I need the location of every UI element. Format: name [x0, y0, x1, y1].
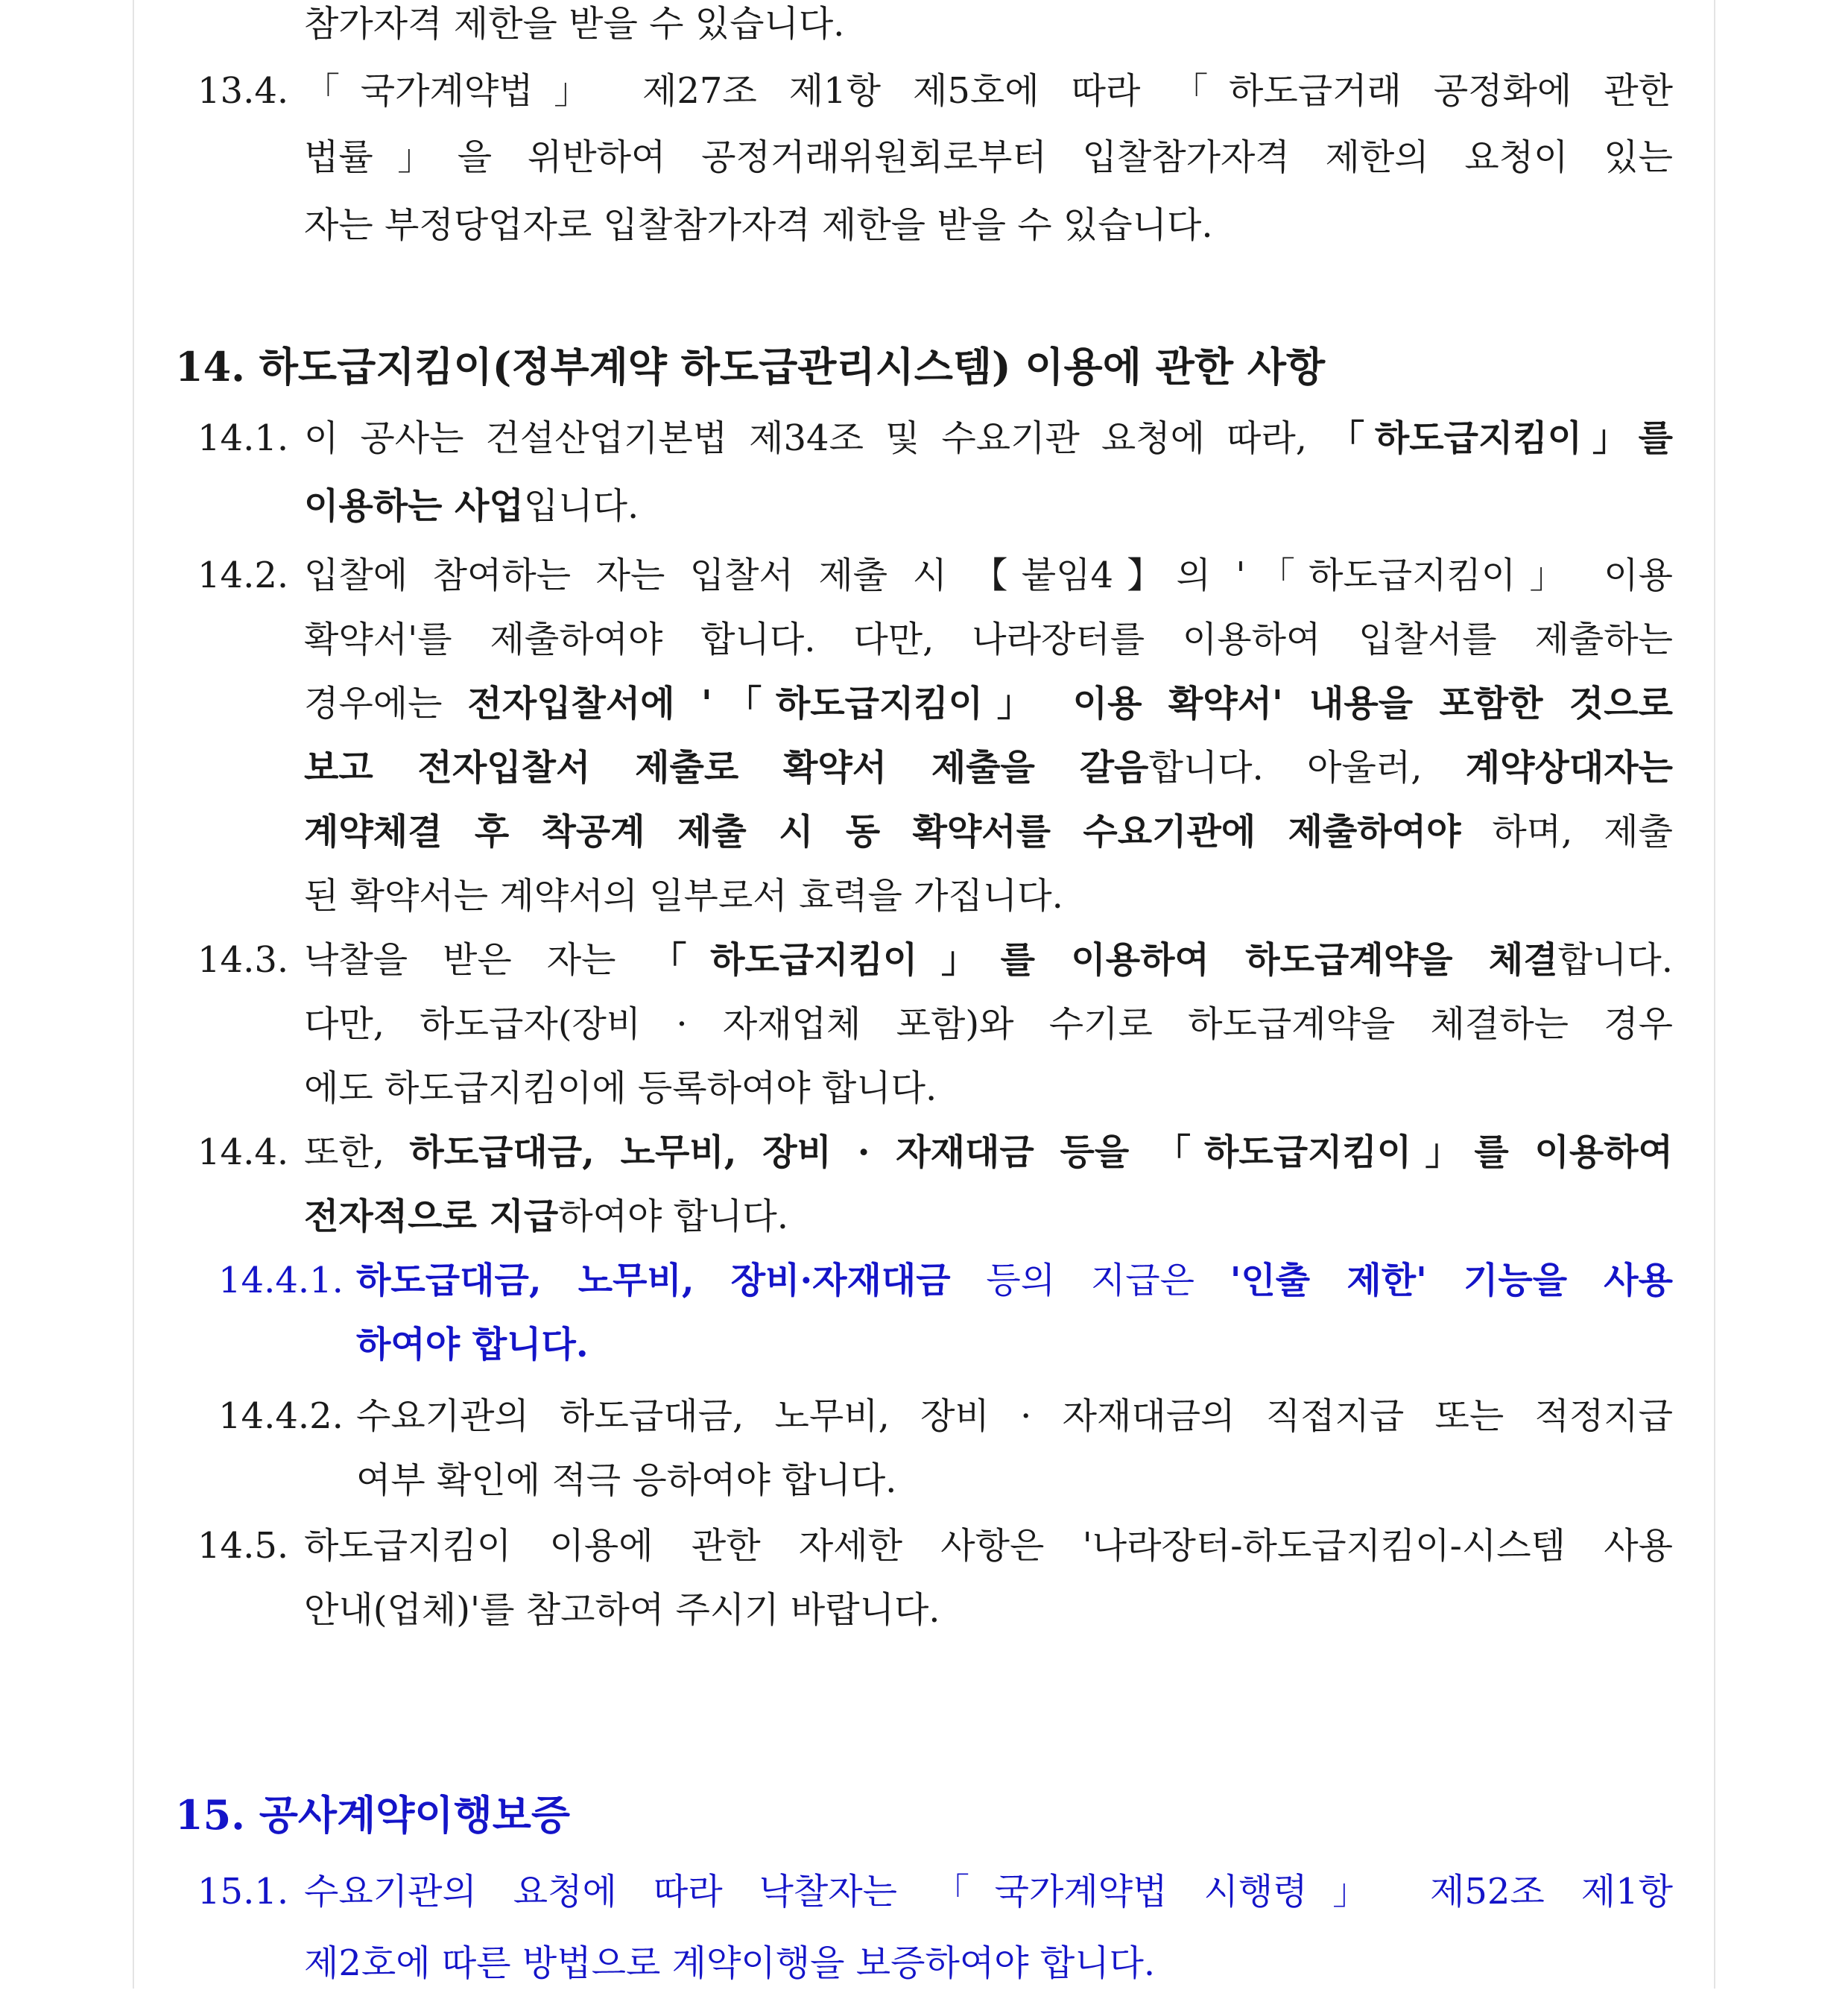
paragraph-line: [175, 671, 1673, 736]
paragraph-text: 자는 부정당업자로 입찰참가자격 제한을 받을 수 있습니다.: [304, 204, 1213, 246]
item-14-5-line: [175, 1513, 1673, 1579]
paragraph-text: 이 공사는 건설산업기본법 제34조 및 수요기관 요청에 따라, 「하도급지킴이」를: [304, 417, 1674, 459]
paragraph-text: 하여야 합니다.: [356, 1324, 589, 1365]
paragraph-text: 계약체결 후 착공계 제출 시 동 확약서를 수요기관에 제출하여야 하며, 제출: [304, 811, 1673, 853]
paragraph-text: 다만, 하도급자(장비 · 자재업체 포함)와 수기로 하도급계약을 체결하는 경우: [304, 1003, 1673, 1045]
paragraph-line: [175, 863, 1673, 929]
paragraph-text: 안내(업체)'를 참고하여 주시기 바랍니다.: [304, 1589, 940, 1631]
item-number: 14.2.: [197, 555, 289, 596]
item-number: 14.1.: [197, 417, 289, 459]
paragraph-text: 참가자격 제한을 받을 수 있습니다.: [304, 3, 845, 45]
paragraph-line: [175, 192, 1673, 258]
paragraph-text: 된 확약서는 계약서의 일부로서 효력을 가집니다.: [304, 875, 1063, 917]
paragraph-text: 보고 전자입찰서 제출로 확약서 제출을 갈음합니다. 아울러, 계약상대자는: [304, 747, 1673, 789]
paragraph-line: [175, 1312, 1673, 1377]
paragraph-text: 하도급지킴이 이용에 관한 자세한 사항은 '나라장터-하도급지킴이-시스템 사용: [304, 1525, 1673, 1567]
item-15-1-line: [175, 1859, 1673, 1924]
item-number: 14.4.: [197, 1131, 289, 1173]
item-14-4-1-line: [175, 1248, 1673, 1313]
paragraph-line: [175, 991, 1673, 1057]
paragraph-text: 또한, 하도급대금, 노무비, 장비 · 자재대금 등을 「하도급지킴이」를 이용하여: [304, 1131, 1673, 1173]
item-14-4-line: [175, 1119, 1673, 1185]
paragraph-line: [175, 735, 1673, 800]
paragraph-line: [175, 799, 1673, 865]
item-number: 13.4.: [197, 70, 289, 112]
item-14-4-2-line: [175, 1383, 1673, 1449]
paragraph-text: 전자적으로 지급하여야 합니다.: [304, 1196, 789, 1237]
item-number: 14.4.2.: [218, 1395, 344, 1437]
section-15-heading: 15. 공사계약이행보증: [175, 1791, 571, 1839]
item-number: 15.1.: [197, 1871, 289, 1913]
item-number: 14.5.: [197, 1525, 289, 1567]
paragraph-text: 제2호에 따른 방법으로 계약이행을 보증하여야 합니다.: [304, 1942, 1156, 1984]
paragraph-line: [175, 1930, 1673, 1996]
paragraph-text: 「국가계약법」 제27조 제1항 제5호에 따라 「하도급거래 공정화에 관한: [304, 70, 1673, 112]
paragraph-text: 수요기관의 요청에 따라 낙찰자는 「국가계약법 시행령」 제52조 제1항: [304, 1871, 1673, 1913]
document-page: [133, 0, 1715, 1989]
item-14-1-line: [175, 405, 1673, 471]
paragraph-line: [175, 1184, 1673, 1249]
paragraph-text: 하도급대금, 노무비, 장비·자재대금 등의 지급은 '인출 제한' 기능을 사용: [356, 1260, 1673, 1301]
item-13-4-line: [175, 58, 1673, 124]
paragraph-line: [175, 0, 1673, 57]
paragraph-text: 수요기관의 하도급대금, 노무비, 장비 · 자재대금의 직접지급 또는 적정지급: [356, 1395, 1673, 1437]
paragraph-text: 낙찰을 받은 자는 「하도급지킴이」를 이용하여 하도급계약을 체결합니다.: [304, 939, 1674, 981]
paragraph-line: [175, 607, 1673, 672]
paragraph-text: 입찰에 참여하는 자는 입찰서 제출 시 【붙임4】의 '「하도급지킴이」 이용: [304, 555, 1673, 596]
item-14-2-line: [175, 543, 1673, 608]
paragraph-line: [175, 124, 1673, 190]
paragraph-line: [175, 1447, 1673, 1513]
paragraph-line: [175, 473, 1673, 539]
item-number: 14.3.: [197, 939, 289, 981]
paragraph-line: [175, 1055, 1673, 1121]
item-14-3-line: [175, 927, 1673, 993]
section-14-heading: 14. 하도급지킴이(정부계약 하도급관리시스템) 이용에 관한 사항: [175, 343, 1326, 391]
paragraph-line: [175, 1577, 1673, 1643]
paragraph-text: 에도 하도급지킴이에 등록하여야 합니다.: [304, 1067, 937, 1109]
paragraph-text: 경우에는 전자입찰서에 '「하도급지킴이」 이용 확약서' 내용을 포함한 것으로: [304, 683, 1673, 724]
item-number: 14.4.1.: [218, 1260, 344, 1301]
paragraph-text: 확약서'를 제출하여야 합니다. 다만, 나라장터를 이용하여 입찰서를 제출하는: [304, 619, 1673, 660]
paragraph-text: 여부 확인에 적극 응하여야 합니다.: [356, 1459, 897, 1501]
paragraph-text: 이용하는 사업입니다.: [304, 485, 639, 527]
paragraph-text: 법률」을 위반하여 공정거래위원회로부터 입찰참가자격 제한의 요청이 있는: [304, 136, 1673, 178]
